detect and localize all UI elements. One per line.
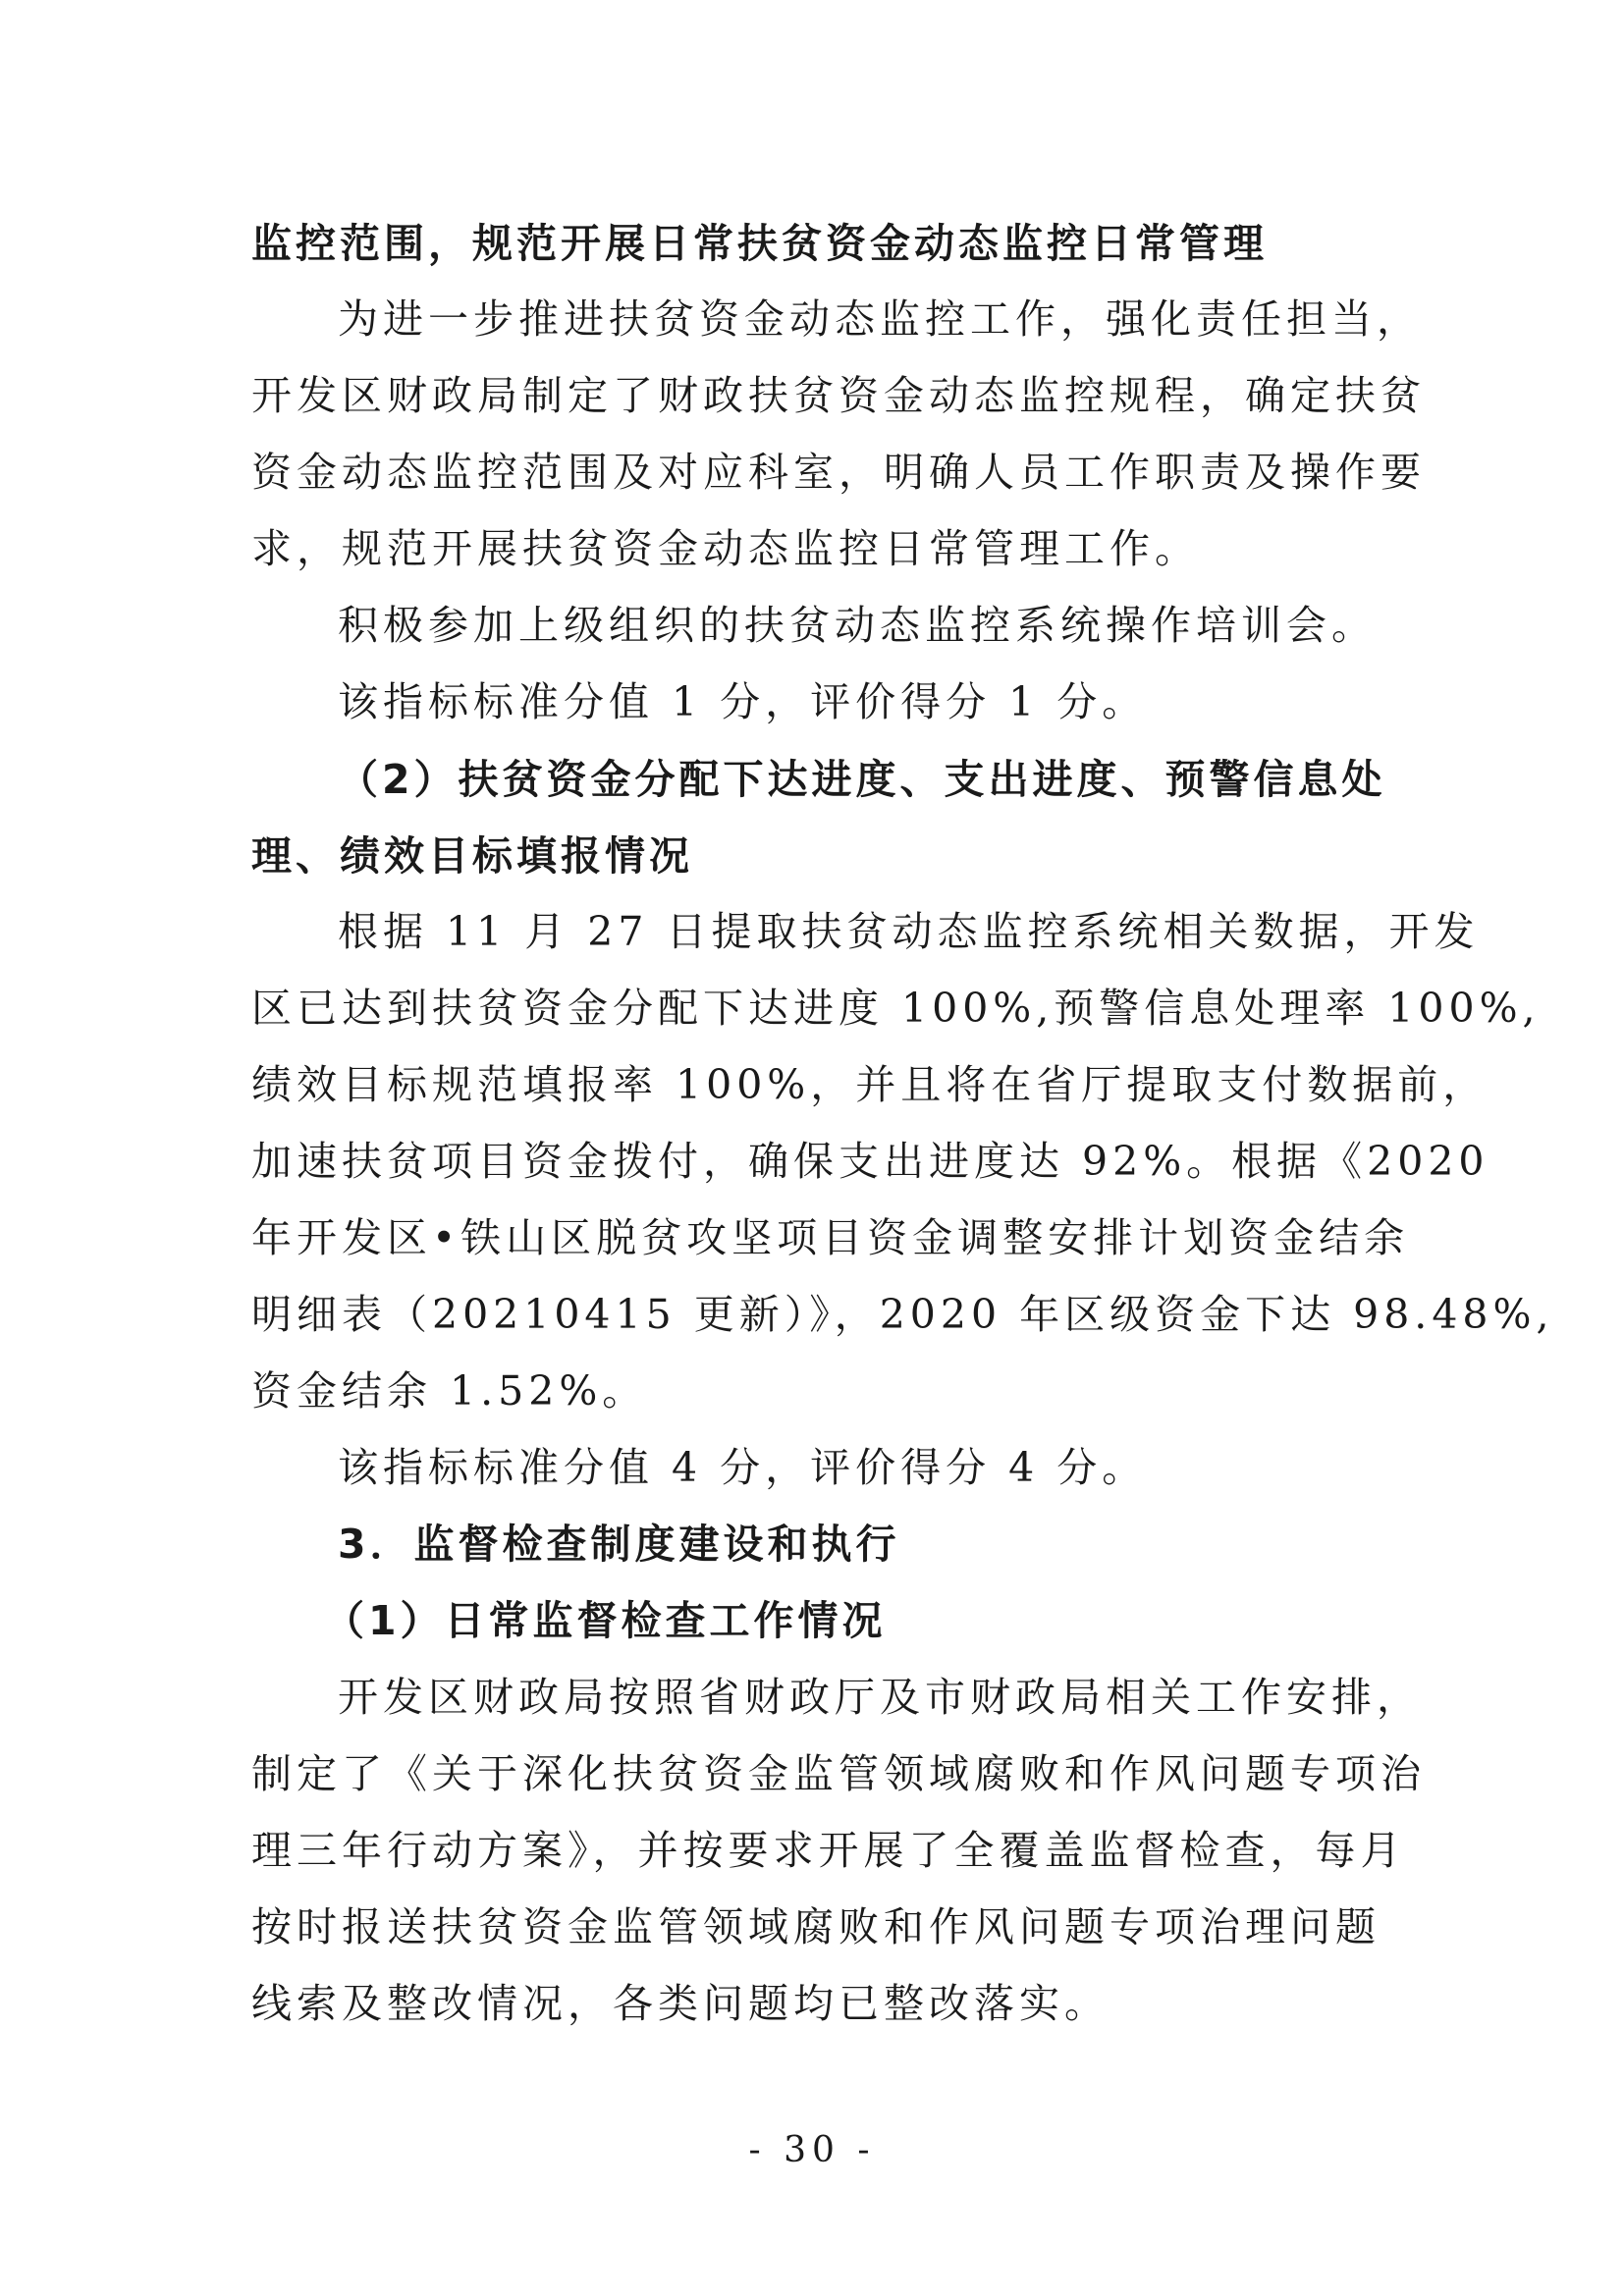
score-line: 该指标标准分值 4 分，评价得分 4 分。	[338, 1444, 1148, 1491]
paragraph-line: 积极参加上级组织的扶贫动态监控系统操作培训会。	[338, 602, 1377, 649]
paragraph-line: 求，规范开展扶贫资金动态监控日常管理工作。	[251, 525, 1200, 572]
section-heading: （1）日常监督检查工作情况	[324, 1597, 887, 1644]
section-heading: 3．监督检查制度建设和执行	[338, 1521, 900, 1568]
paragraph-line: 按时报送扶贫资金监管领域腐败和作风问题专项治理问题	[251, 1903, 1380, 1950]
paragraph-line: 为进一步推进扶贫资金动态监控工作，强化责任担当，	[338, 295, 1422, 343]
paragraph-line: 区已达到扶贫资金分配下达进度 100%,预警信息处理率 100%,	[251, 985, 1541, 1032]
page-number: - 30 -	[748, 2130, 876, 2170]
section-heading: 理、绩效目标填报情况	[251, 832, 693, 880]
paragraph-line: 资金动态监控范围及对应科室，明确人员工作职责及操作要	[251, 449, 1426, 496]
paragraph-line: 根据 11 月 27 日提取扶贫动态监控系统相关数据，开发	[338, 908, 1480, 955]
paragraph-line: 理三年行动方案》，并按要求开展了全覆盖监督检查，每月	[251, 1827, 1406, 1874]
score-line: 该指标标准分值 1 分，评价得分 1 分。	[338, 678, 1148, 725]
paragraph-line: 开发区财政局制定了财政扶贫资金动态监控规程，确定扶贫	[251, 372, 1426, 419]
paragraph-line: 线索及整改情况，各类问题均已整改落实。	[251, 1980, 1110, 2027]
paragraph-line: 资金结余 1.52%。	[251, 1367, 648, 1415]
paragraph-line: 开发区财政局按照省财政厅及市财政局相关工作安排，	[338, 1674, 1422, 1721]
section-heading: （2）扶贫资金分配下达进度、支出进度、预警信息处	[338, 756, 1386, 803]
paragraph-line: 明细表（20210415 更新）》，2020 年区级资金下达 98.48%,	[251, 1291, 1554, 1338]
paragraph-line: 制定了《关于深化扶贫资金监管领域腐败和作风问题专项治	[251, 1750, 1426, 1797]
paragraph-line: 年开发区•铁山区脱贫攻坚项目资金调整安排计划资金结余	[251, 1214, 1410, 1261]
paragraph-line: 加速扶贫项目资金拨付，确保支出进度达 92%。根据《2020	[251, 1138, 1489, 1185]
paragraph-line: 绩效目标规范填报率 100%，并且将在省厅提取支付数据前，	[251, 1061, 1489, 1108]
heading-continuation: 监控范围，规范开展日常扶贫资金动态监控日常管理	[251, 220, 1268, 267]
